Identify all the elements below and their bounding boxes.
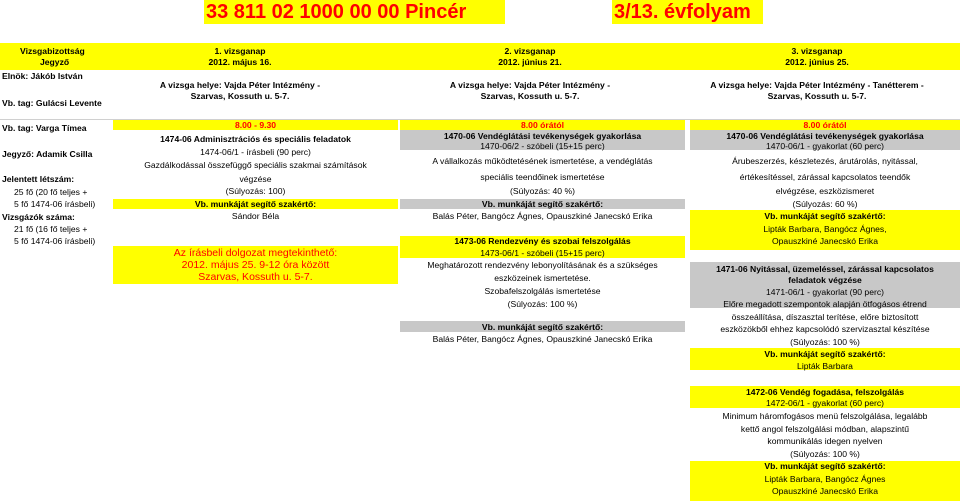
header-recorder: Jegyző — [40, 57, 70, 67]
col3-b3-line: (Súlyozás: 100 %) — [790, 449, 860, 459]
col3-line: (Súlyozás: 60 %) — [792, 199, 858, 209]
recorder-name: Jegyző: Adamik Csilla — [2, 149, 93, 159]
reported-count-1: 25 fő (20 fő teljes + — [14, 187, 88, 197]
col3-line: Árubeszerzés, készletezés, árutárolás, nyitással, — [732, 156, 918, 166]
col2-line: A vállalkozás működtetésének ismertetése, a vendéglátás — [432, 156, 653, 166]
col3-b3-line: 1472-06/1 - gyakorlat (60 perc) — [766, 398, 884, 408]
col2-expert-name: Balás Péter, Bangócz Ágnes, Opauszkiné Janecskó Erika — [432, 211, 653, 221]
reported-count-label: Jelentett létszám: — [2, 174, 75, 184]
col2-line: 1470-06/2 - szóbeli (15+15 perc) — [480, 141, 605, 151]
col3-b3-line: kettő angol felszolgálási módban, alapszintű — [740, 424, 910, 434]
col2-b2-line: eszközeinek ismertetése. — [494, 273, 591, 283]
col2-title: 2. vizsganap — [504, 46, 556, 56]
col2-line: (Súlyozás: 40 %) — [510, 186, 575, 196]
member-1: Vb. tag: Gulácsi Levente — [2, 98, 102, 108]
col2-venue-1: A vizsga helye: Vajda Péter Intézmény - — [449, 80, 611, 90]
col3-line: elvégzése, eszközismeret — [775, 186, 875, 196]
title-year: 3/13. évfolyam — [612, 0, 763, 24]
col1-notice-3: Szarvas, Kossuth u. 5-7. — [198, 271, 313, 283]
col3-expert-name-2: Opauszkiné Janecskó Erika — [771, 236, 879, 246]
col2-b2-line: (Súlyozás: 100 %) — [507, 299, 578, 309]
examinees-count-2: 5 fő 1474-06 írásbeli) — [14, 236, 96, 246]
col2-line: 1470-06 Vendéglátási tevékenységek gyakorlása — [443, 131, 642, 141]
col2-b2-line: Szobafelszolgálás ismertetése — [484, 286, 601, 296]
col2-b2-line: 1473-06 Rendezvény és szobai felszolgálás — [454, 236, 631, 246]
col1-venue-1: A vizsga helye: Vajda Péter Intézmény - — [159, 80, 321, 90]
col3-time: 8.00 órától — [803, 120, 847, 130]
member-2: Vb. tag: Varga Tímea — [2, 123, 87, 133]
chairman: Elnök: Jákób István — [2, 71, 83, 81]
col1-date: 2012. május 16. — [208, 57, 272, 67]
col1-notice-2: 2012. május 25. 9-12 óra között — [181, 259, 330, 271]
col3-b2-line: 1471-06 Nyitással, üzemeléssel, zárással kapcsolatos — [716, 264, 934, 274]
reported-count-2: 5 fő 1474-06 írásbeli) — [14, 199, 96, 209]
document-title — [0, 0, 960, 30]
examinees-label: Vizsgázók száma: — [2, 212, 75, 222]
col3-title: 3. vizsganap — [791, 46, 843, 56]
col2-b2-line: 1473-06/1 - szóbeli (15+15 perc) — [480, 248, 605, 258]
col3-line: 1470-06 Vendéglátási tevékenységek gyakorlása — [726, 131, 924, 141]
col2-venue-2: Szarvas, Kossuth u. 5-7. — [480, 91, 580, 101]
col3-b2-line: feladatok végzése — [788, 275, 862, 285]
examinees-count-1: 21 fő (16 fő teljes + — [14, 224, 88, 234]
col1-line: végzése — [239, 174, 272, 184]
header-committee: Vizsgabizottság — [20, 46, 85, 56]
col1-venue-2: Szarvas, Kossuth u. 5-7. — [190, 91, 290, 101]
col1-line: 1474-06/1 - írásbeli (90 perc) — [200, 147, 311, 157]
col2-date: 2012. június 21. — [498, 57, 562, 67]
col3-b3-line: kommunikálás idegen nyelven — [767, 436, 883, 446]
col3-expert-name-1: Lipták Barbara, Bangócz Ágnes, — [763, 224, 887, 234]
col1-time: 8.00 - 9.30 — [234, 120, 277, 130]
col1-expert-label: Vb. munkáját segítő szakértő: — [194, 199, 317, 209]
col2-expert-label: Vb. munkáját segítő szakértő: — [481, 199, 604, 209]
col1-expert-name: Sándor Béla — [231, 211, 280, 221]
col3-b3-expert-name-1: Lipták Barbara, Bangócz Ágnes — [764, 474, 886, 484]
col3-b2-expert-label: Vb. munkáját segítő szakértő: — [764, 349, 886, 359]
title-qualification: 33 811 02 1000 00 00 Pincér — [204, 0, 505, 24]
col2-b2-expert-label: Vb. munkáját segítő szakértő: — [481, 322, 604, 332]
col3-b2-line: Előre megadott szempontok alapján ötfogásos étrend — [723, 299, 927, 309]
col3-b2-line: összeállítása, díszasztal terítése, előre biztosított — [731, 312, 919, 322]
col1-line: 1474-06 Adminisztrációs és speciális feladatok — [160, 134, 351, 144]
col2-b2-expert-name: Balás Péter, Bangócz Ágnes, Opauszkiné Janecskó Erika — [432, 334, 653, 344]
col3-b2-line: 1471-06/1 - gyakorlat (90 perc) — [766, 287, 884, 297]
col3-expert-label: Vb. munkáját segítő szakértő: — [764, 211, 886, 221]
col2-time: 8.00 órától — [521, 120, 564, 130]
col2-line: speciális teendőinek ismertetése — [480, 172, 605, 182]
col1-line: (Súlyozás: 100) — [225, 186, 286, 196]
col1-line: Gazdálkodással összefüggő speciális szakmai számítások — [144, 160, 367, 170]
col3-b3-line: 1472-06 Vendég fogadása, felszolgálás — [745, 387, 905, 397]
col3-line: 1470-06/1 - gyakorlat (60 perc) — [766, 141, 884, 151]
col1-title: 1. vizsganap — [214, 46, 266, 56]
col3-b3-expert-name-2: Opauszkiné Janecskó Erika — [771, 486, 879, 496]
col3-b2-line: eszközökből ehhez kapcsolódó szervizasztal készítése — [720, 324, 930, 334]
col2-b2-line: Meghatározott rendezvény lebonyolításának és a szükséges — [427, 260, 658, 270]
col3-line: értékesítéssel, zárással kapcsolatos teendők — [739, 172, 911, 182]
col3-b3-expert-label: Vb. munkáját segítő szakértő: — [764, 461, 886, 471]
col3-venue-2: Szarvas, Kossuth u. 5-7. — [767, 91, 867, 101]
col3-date: 2012. június 25. — [785, 57, 849, 67]
col3-b2-expert-name: Lipták Barbara — [797, 361, 853, 371]
col1-notice-1: Az írásbeli dolgozat megtekinthető: — [173, 247, 338, 259]
col3-venue-1: A vizsga helye: Vajda Péter Intézmény - Tanétterem - — [710, 80, 924, 90]
col3-b2-line: (Súlyozás: 100 %) — [790, 337, 860, 347]
col3-b3-line: Minimum háromfogásos menü felszolgálása, legalább — [722, 411, 928, 421]
